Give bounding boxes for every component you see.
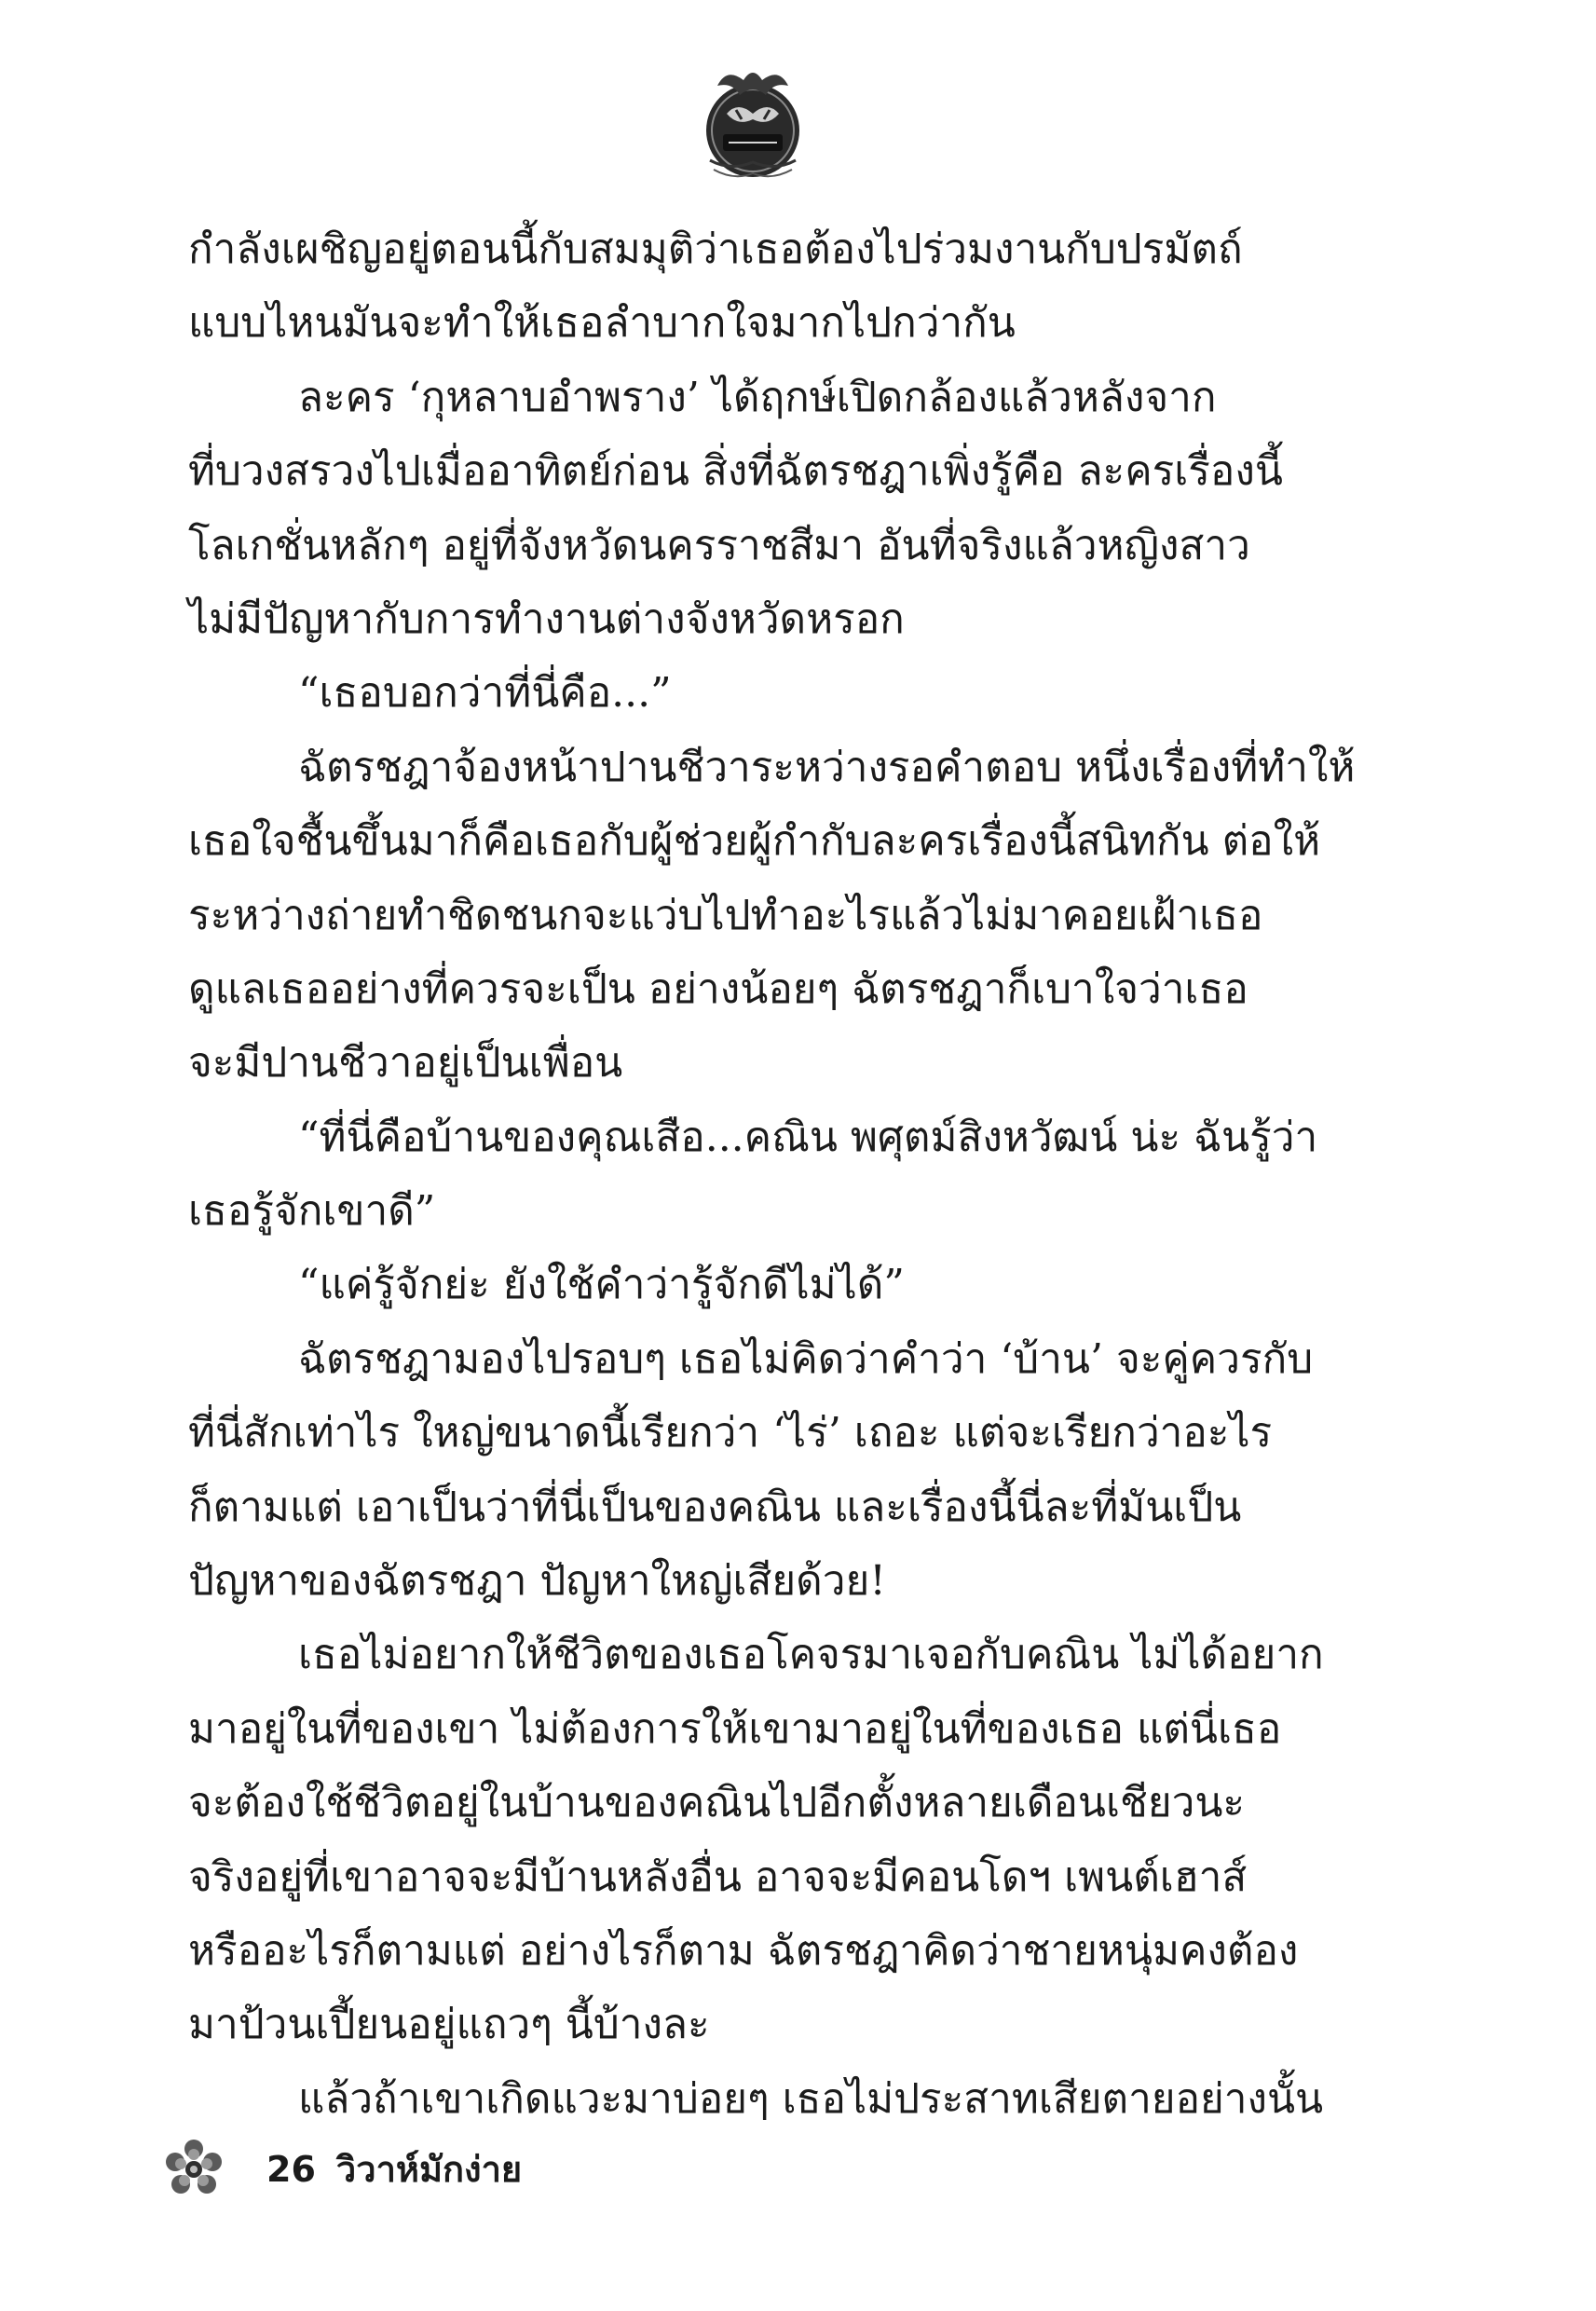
paragraph-line: จะต้องใช้ชีวิตอยู่ในบ้านของคณินไปอีกตั้งหลายเดือนเชียวนะ: [188, 1779, 1246, 1827]
paragraph-line: จริงอยู่ที่เขาอาจจะมีบ้านหลังอื่น อาจจะมีคอนโดฯ เพนต์เฮาส์: [188, 1853, 1248, 1901]
paragraph-line: เธอรู้จักเขาดี”: [188, 1187, 436, 1236]
flower-ornament-icon: [160, 2136, 227, 2203]
paragraph-line: ปัญหาของฉัตรชฎา ปัญหาใหญ่เสียด้วย!: [188, 1557, 886, 1606]
paragraph-line: ระหว่างถ่ายทำชิดชนกจะแว่บไปทำอะไรแล้วไม่มาคอยเฝ้าเธอ: [188, 891, 1263, 939]
paragraph-line: เธอไม่อยากให้ชีวิตของเธอโคจรมาเจอกับคณิน ไม่ได้อยาก: [298, 1631, 1324, 1679]
paragraph-line: โลเกชั่นหลักๆ อยู่ที่จังหวัดนครราชสีมา อันที่จริงแล้วหญิงสาว: [188, 521, 1250, 569]
paragraph-line: มาอยู่ในที่ของเขา ไม่ต้องการให้เขามาอยู่ในที่ของเธอ แต่นี่เธอ: [188, 1704, 1282, 1753]
paragraph-line: จะมีปานชีวาอยู่เป็นเพื่อน: [188, 1039, 623, 1087]
paragraph-line: “ที่นี่คือบ้านของคุณเสือ...คณิน พศุตม์สิงหวัฒน์ น่ะ ฉันรู้ว่า: [298, 1113, 1318, 1161]
page-footer: [160, 2136, 719, 2203]
paragraph-line: ที่นี่สักเท่าไร ใหญ่ขนาดนี้เรียกว่า ‘ไร่’ เถอะ แต่จะเรียกว่าอะไร: [188, 1409, 1273, 1457]
paragraph-line: ดูแลเธออย่างที่ควรจะเป็น อย่างน้อยๆ ฉัตรชฎาก็เบาใจว่าเธอ: [188, 964, 1248, 1013]
paragraph-line: ที่บวงสรวงไปเมื่ออาทิตย์ก่อน สิ่งที่ฉัตรชฎาเพิ่งรู้คือ ละครเรื่องนี้: [188, 447, 1283, 496]
book-title: วิวาห์มักง่าย: [335, 2149, 523, 2190]
paragraph-line: ฉัตรชฎามองไปรอบๆ เธอไม่คิดว่าคำว่า ‘บ้าน’ จะคู่ควรกับ: [298, 1334, 1314, 1383]
paragraph-line: ฉัตรชฎาจ้องหน้าปานชีวาระหว่างรอคำตอบ หนึ่งเรื่องที่ทำให้: [298, 743, 1356, 791]
paragraph-line: หรืออะไรก็ตามแต่ อย่างไรก็ตาม ฉัตรชฎาคิดว่าชายหนุ่มคงต้อง: [188, 1926, 1299, 1975]
body-text: [188, 212, 1356, 2136]
paragraph-line: “แค่รู้จักย่ะ ยังใช้คำว่ารู้จักดีไม่ได้”: [298, 1261, 905, 1309]
paragraph-line: ก็ตามแต่ เอาเป็นว่าที่นี่เป็นของคณิน และเรื่องนี้นี่ละที่มันเป็น: [188, 1483, 1242, 1531]
page-number: 26: [266, 2149, 316, 2190]
paragraph-line: ละคร ‘กุหลาบอำพราง’ ได้ฤกษ์เปิดกล้องแล้วหลังจาก: [298, 373, 1217, 421]
paragraph-line: แบบไหนมันจะทำให้เธอลำบากใจมากไปกว่ากัน: [188, 299, 1016, 348]
footer-text: [266, 2143, 522, 2195]
paragraph-line: “เธอบอกว่าที่นี่คือ...”: [298, 669, 672, 718]
paragraph-line: แล้วถ้าเขาเกิดแวะมาบ่อยๆ เธอไม่ประสาทเสียตายอย่างนั้น: [298, 2074, 1324, 2123]
monogram-crest-icon: [689, 58, 816, 185]
paragraph-line: กำลังเผชิญอยู่ตอนนี้กับสมมุติว่าเธอต้องไปร่วมงานกับปรมัตถ์: [188, 226, 1243, 273]
paragraph-line: เธอใจชื้นขึ้นมาก็คือเธอกับผู้ช่วยผู้กำกับละครเรื่องนี้สนิทกัน ต่อให้: [188, 817, 1321, 866]
paragraph-line: มาป้วนเปี้ยนอยู่แถวๆ นี้บ้างละ: [188, 2001, 710, 2049]
paragraph-line: ไม่มีปัญหากับการทำงานต่างจังหวัดหรอก: [188, 595, 905, 643]
